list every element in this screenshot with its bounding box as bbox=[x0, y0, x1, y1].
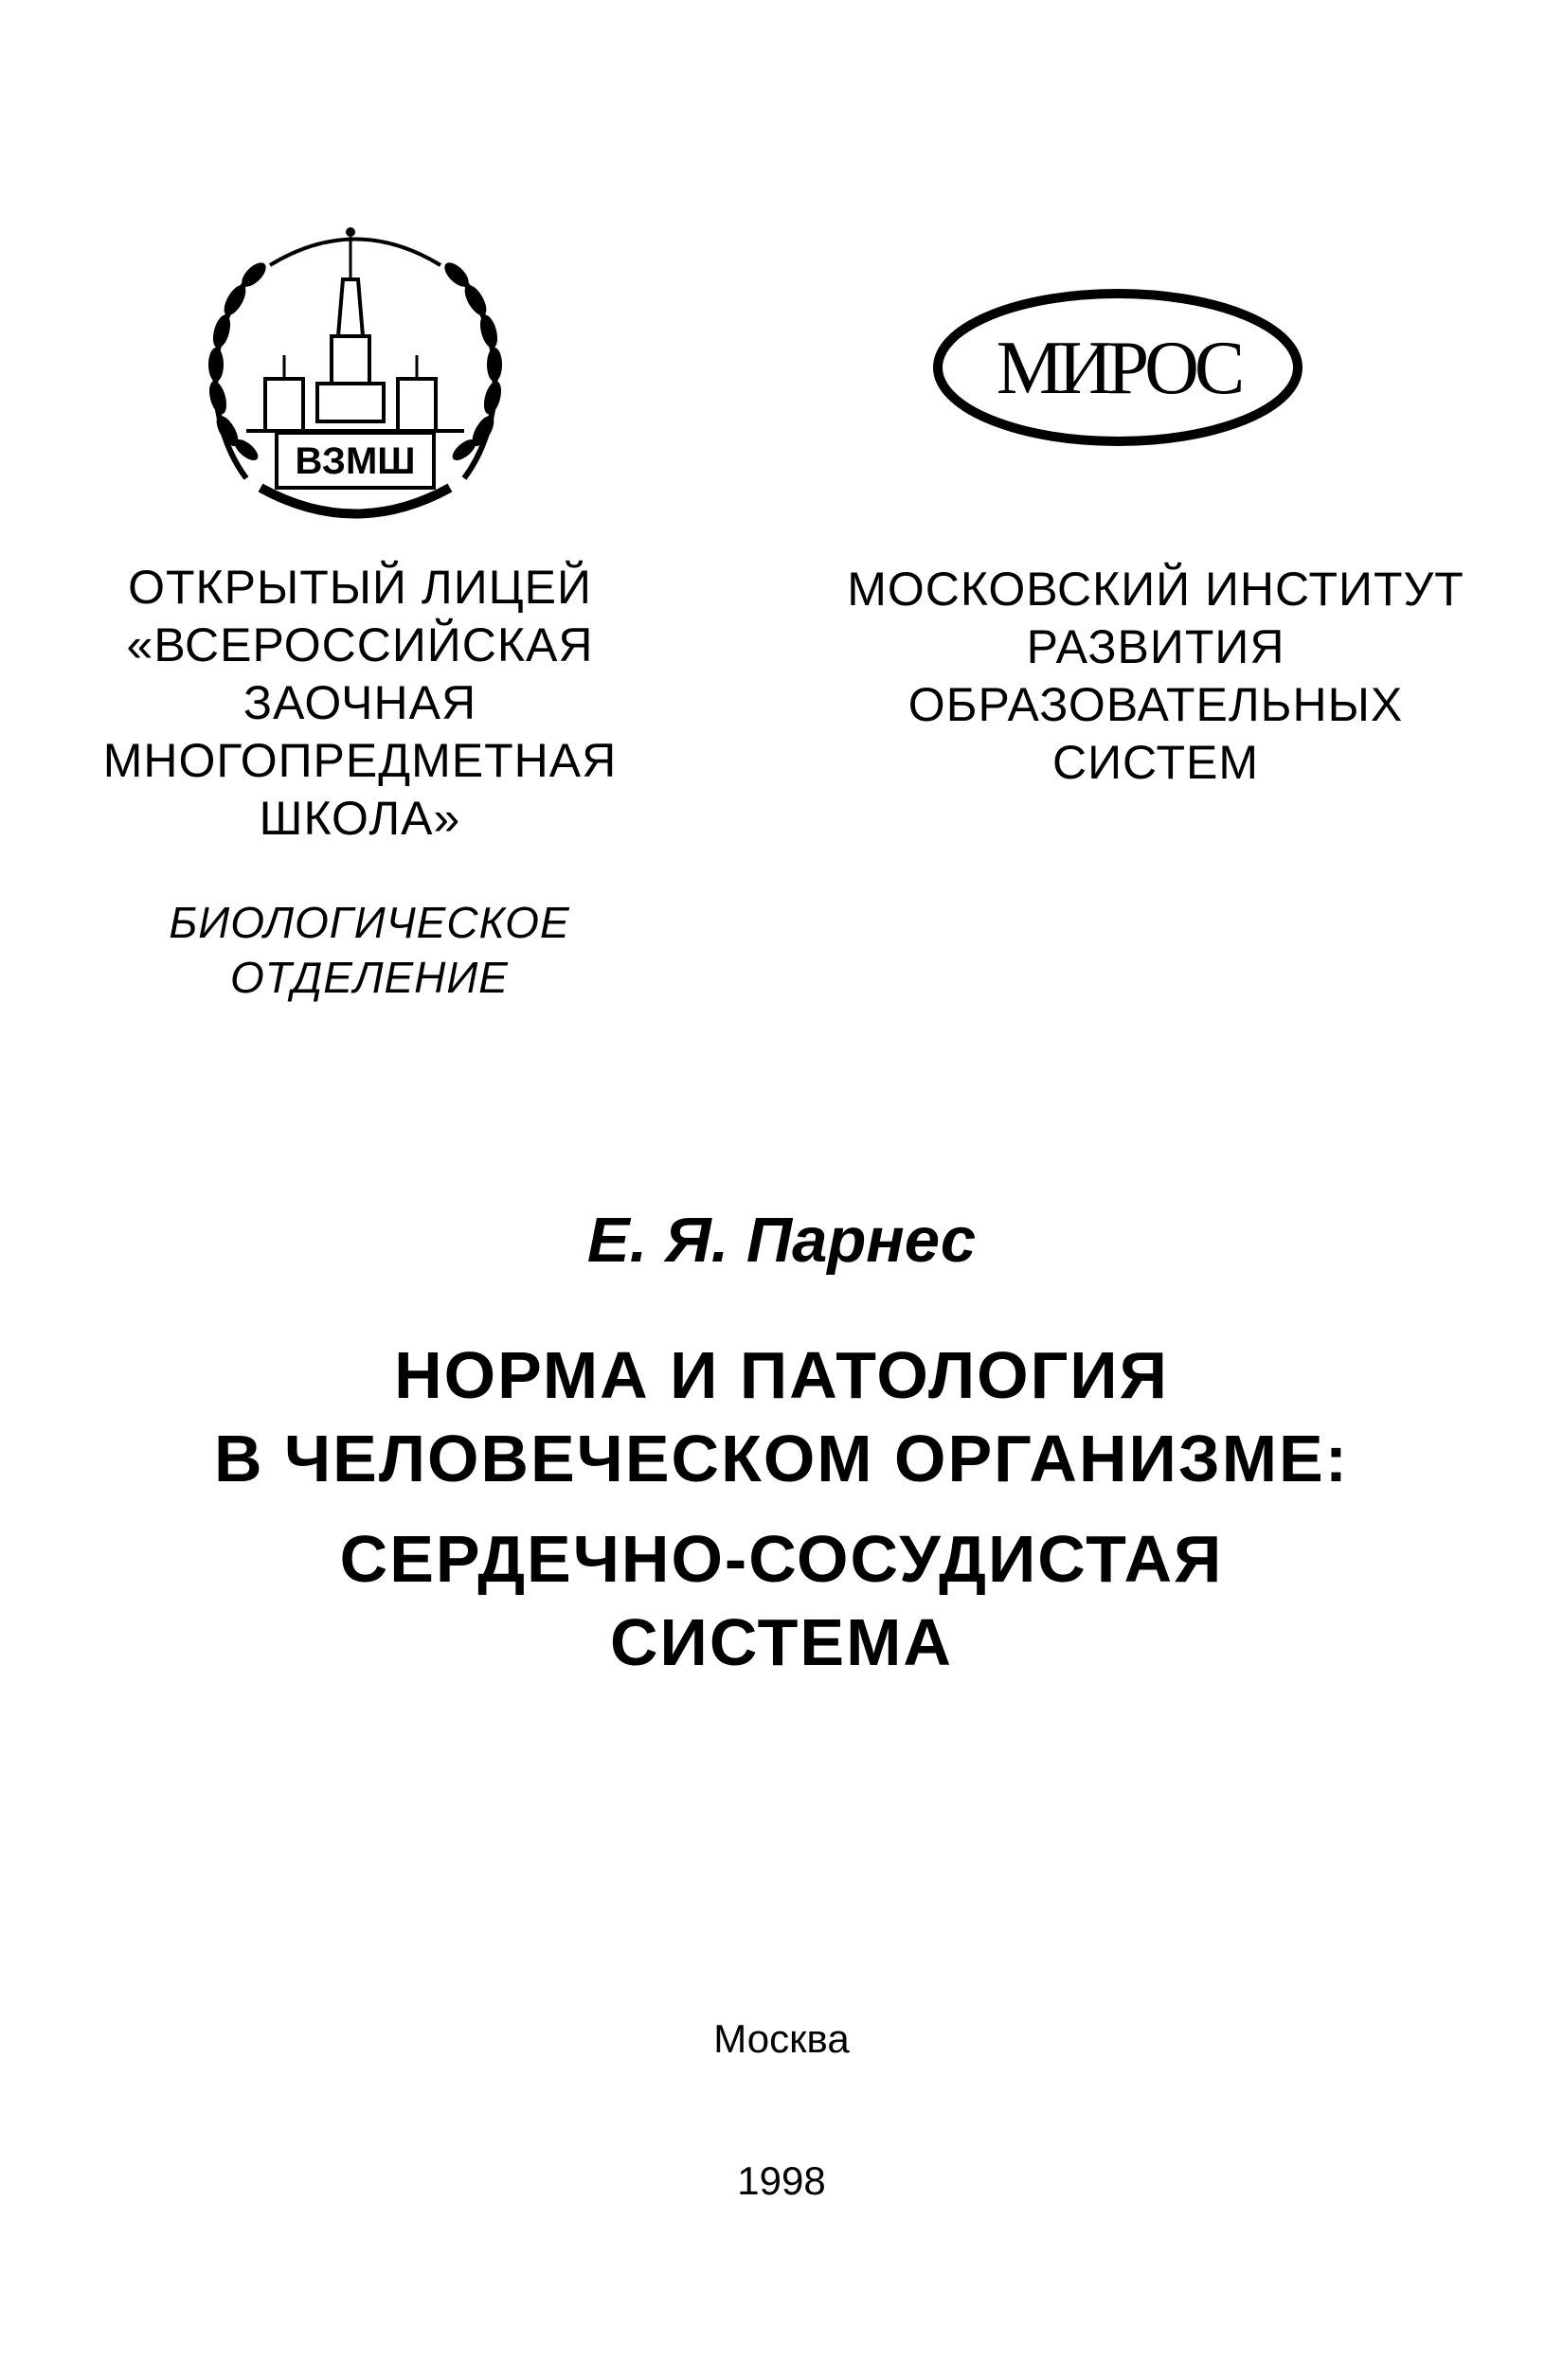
org-right-name bbox=[786, 561, 1525, 792]
org-left-line: ОТКРЫТЫЙ ЛИЦЕЙ bbox=[128, 561, 592, 614]
org-right-line: РАЗВИТИЯ bbox=[1026, 620, 1285, 673]
org-left-line: ЗАОЧНАЯ bbox=[243, 676, 477, 729]
department-line: ОТДЕЛЕНИЕ bbox=[230, 953, 509, 1002]
publication-city: Москва bbox=[713, 2016, 850, 2061]
title-line: СИСТЕМА bbox=[610, 1605, 953, 1679]
org-right-line: СИСТЕМ bbox=[1051, 736, 1260, 789]
title-line: НОРМА И ПАТОЛОГИЯ bbox=[394, 1338, 1169, 1412]
book-title bbox=[0, 1333, 1563, 1684]
org-left-line: МНОГОПРЕДМЕТНАЯ bbox=[102, 734, 618, 787]
org-left-line: «ВСЕРОССИЙСКАЯ bbox=[126, 618, 594, 671]
publication-year: 1998 bbox=[737, 2158, 826, 2203]
org-left-name bbox=[57, 559, 663, 848]
org-right-line: ОБРАЗОВАТЕЛЬНЫХ bbox=[907, 678, 1404, 731]
title-line: В ЧЕЛОВЕЧЕСКОМ ОРГАНИЗМЕ: bbox=[213, 1422, 1350, 1495]
svg-text:МИРОС: МИРОС bbox=[996, 327, 1240, 410]
department-line: БИОЛОГИЧЕСКОЕ bbox=[169, 898, 570, 947]
svg-text:ВЗМШ: ВЗМШ bbox=[295, 440, 416, 482]
department-name bbox=[104, 895, 635, 1005]
org-left-line: ШКОЛА» bbox=[259, 792, 461, 845]
title-line: СЕРДЕЧНО-СОСУДИСТАЯ bbox=[339, 1522, 1224, 1596]
author-name: Е. Я. Парнес bbox=[586, 1205, 977, 1276]
org-right-line: МОСКОВСКИЙ ИНСТИТУТ bbox=[847, 563, 1464, 616]
vzmsh-emblem-icon bbox=[189, 213, 521, 545]
miros-emblem-icon bbox=[928, 284, 1307, 450]
